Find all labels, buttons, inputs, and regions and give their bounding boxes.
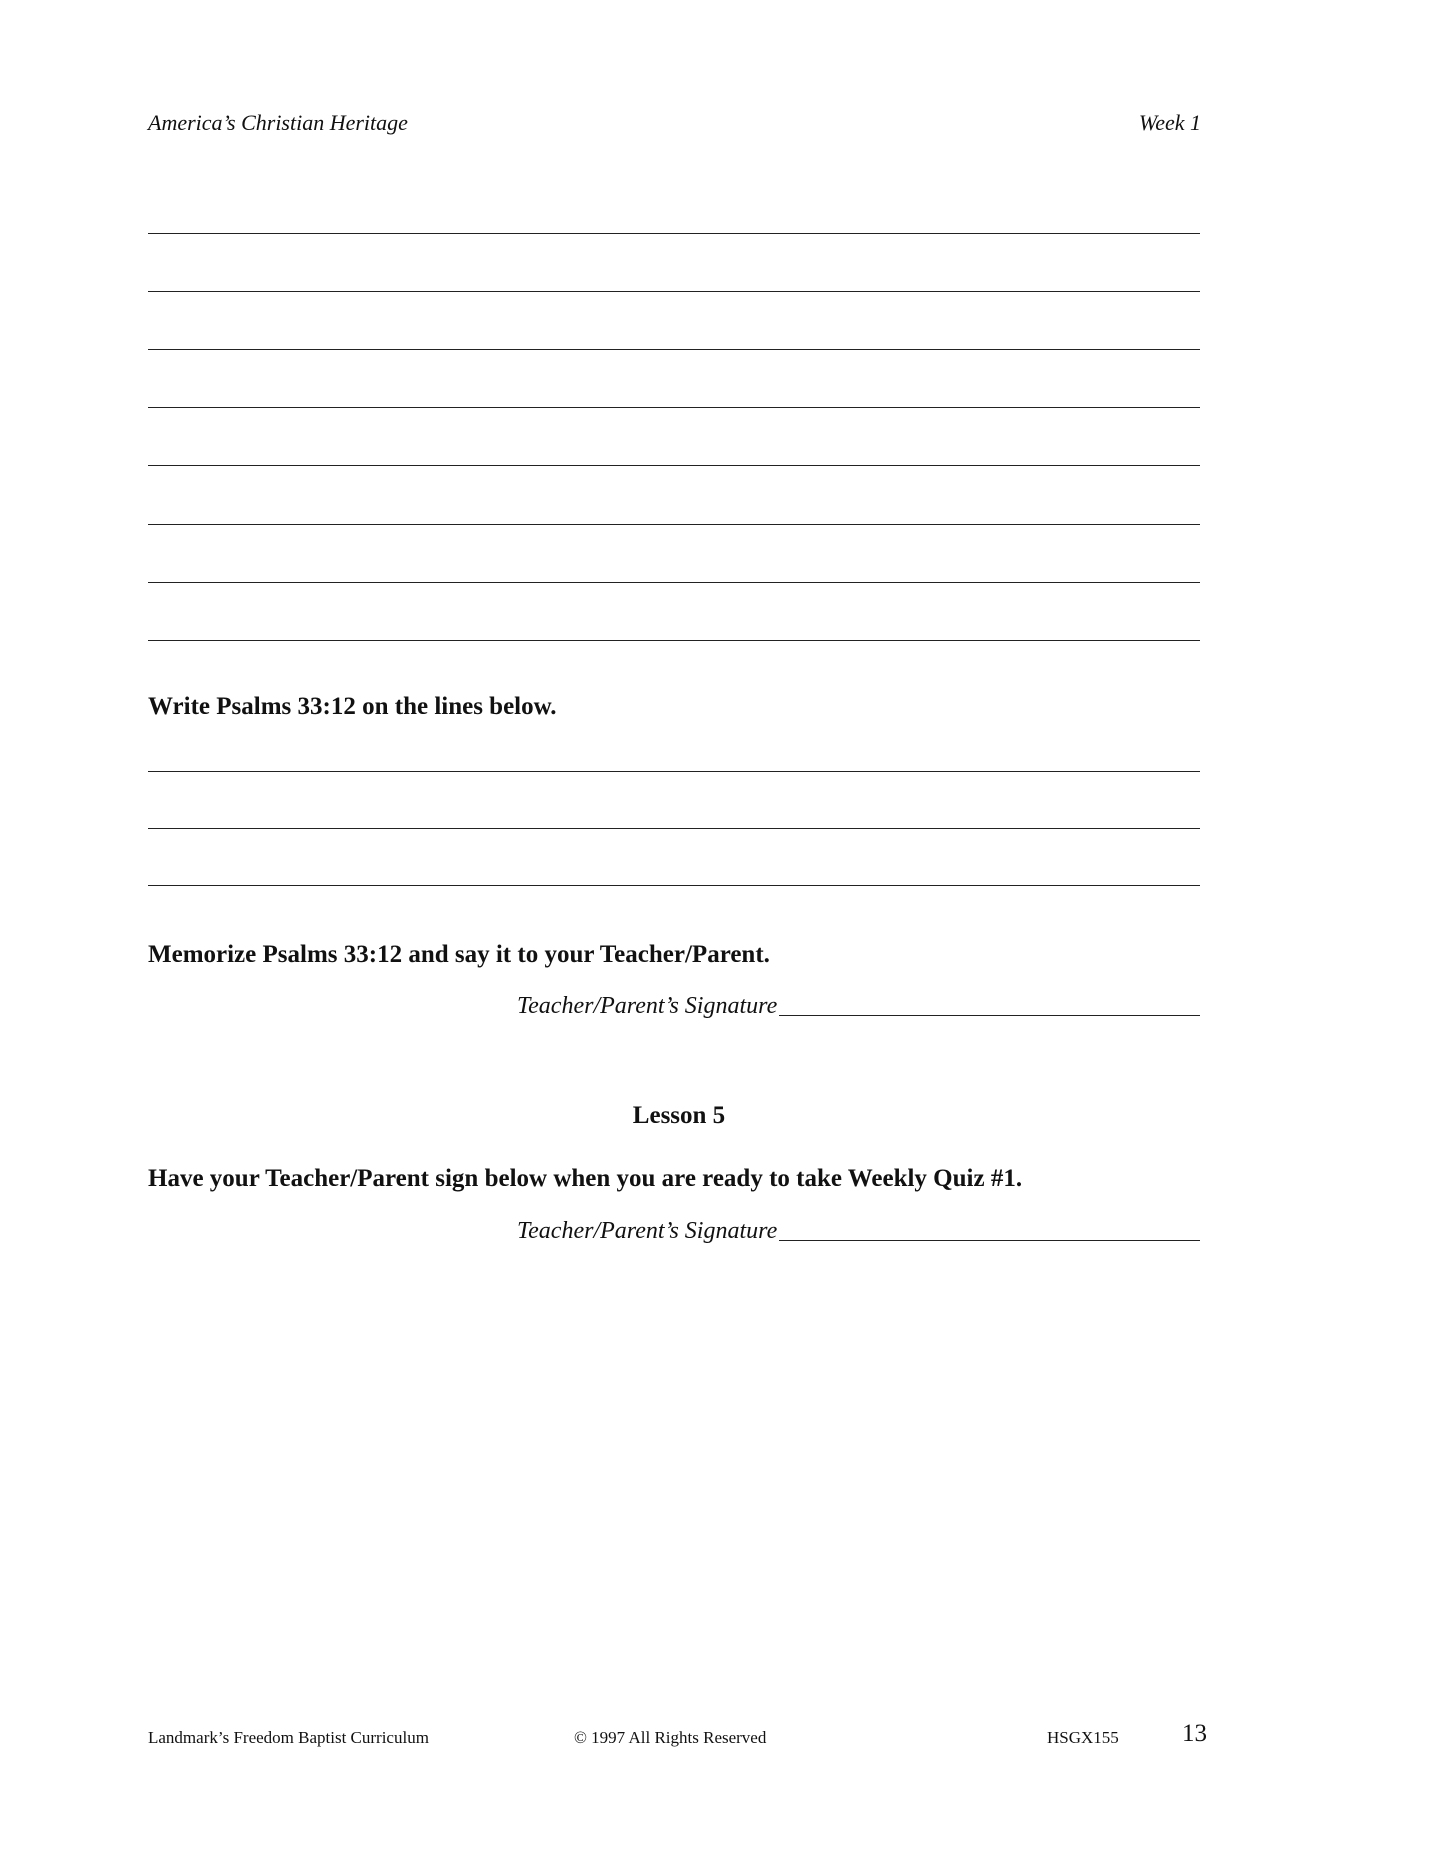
course-title: America’s Christian Heritage: [148, 110, 408, 135]
writing-line[interactable]: [148, 524, 1200, 525]
writing-line[interactable]: [148, 291, 1200, 292]
memorize-instruction: Memorize Psalms 33:12 and say it to your Teacher/Parent.: [148, 941, 770, 968]
verse-writing-line[interactable]: [148, 828, 1200, 829]
writing-line[interactable]: [148, 582, 1200, 583]
signature-label: Teacher/Parent’s Signature: [517, 1218, 778, 1244]
footer-code: HSGX155: [1047, 1728, 1119, 1747]
verse-writing-line[interactable]: [148, 771, 1200, 772]
footer-curriculum: Landmark’s Freedom Baptist Curriculum: [148, 1728, 429, 1747]
verse-writing-line[interactable]: [148, 885, 1200, 886]
write-verse-instruction: Write Psalms 33:12 on the lines below.: [148, 693, 557, 720]
signature-row-memorize: [517, 993, 1200, 1020]
footer-copyright: © 1997 All Rights Reserved: [574, 1728, 767, 1747]
writing-line[interactable]: [148, 349, 1200, 350]
writing-line[interactable]: [148, 465, 1200, 466]
writing-line[interactable]: [148, 640, 1200, 641]
page-number: 13: [1182, 1720, 1207, 1747]
lesson-heading: Lesson 5: [632, 1102, 726, 1129]
quiz-instruction: Have your Teacher/Parent sign below when you are ready to take Weekly Quiz #1.: [148, 1165, 1023, 1192]
signature-label: Teacher/Parent’s Signature: [517, 993, 778, 1019]
signature-line[interactable]: [779, 1015, 1200, 1016]
week-label: Week 1: [1138, 110, 1201, 135]
writing-line[interactable]: [148, 407, 1200, 408]
writing-line[interactable]: [148, 233, 1200, 234]
signature-line[interactable]: [779, 1240, 1200, 1241]
signature-row-quiz: [517, 1218, 1200, 1245]
